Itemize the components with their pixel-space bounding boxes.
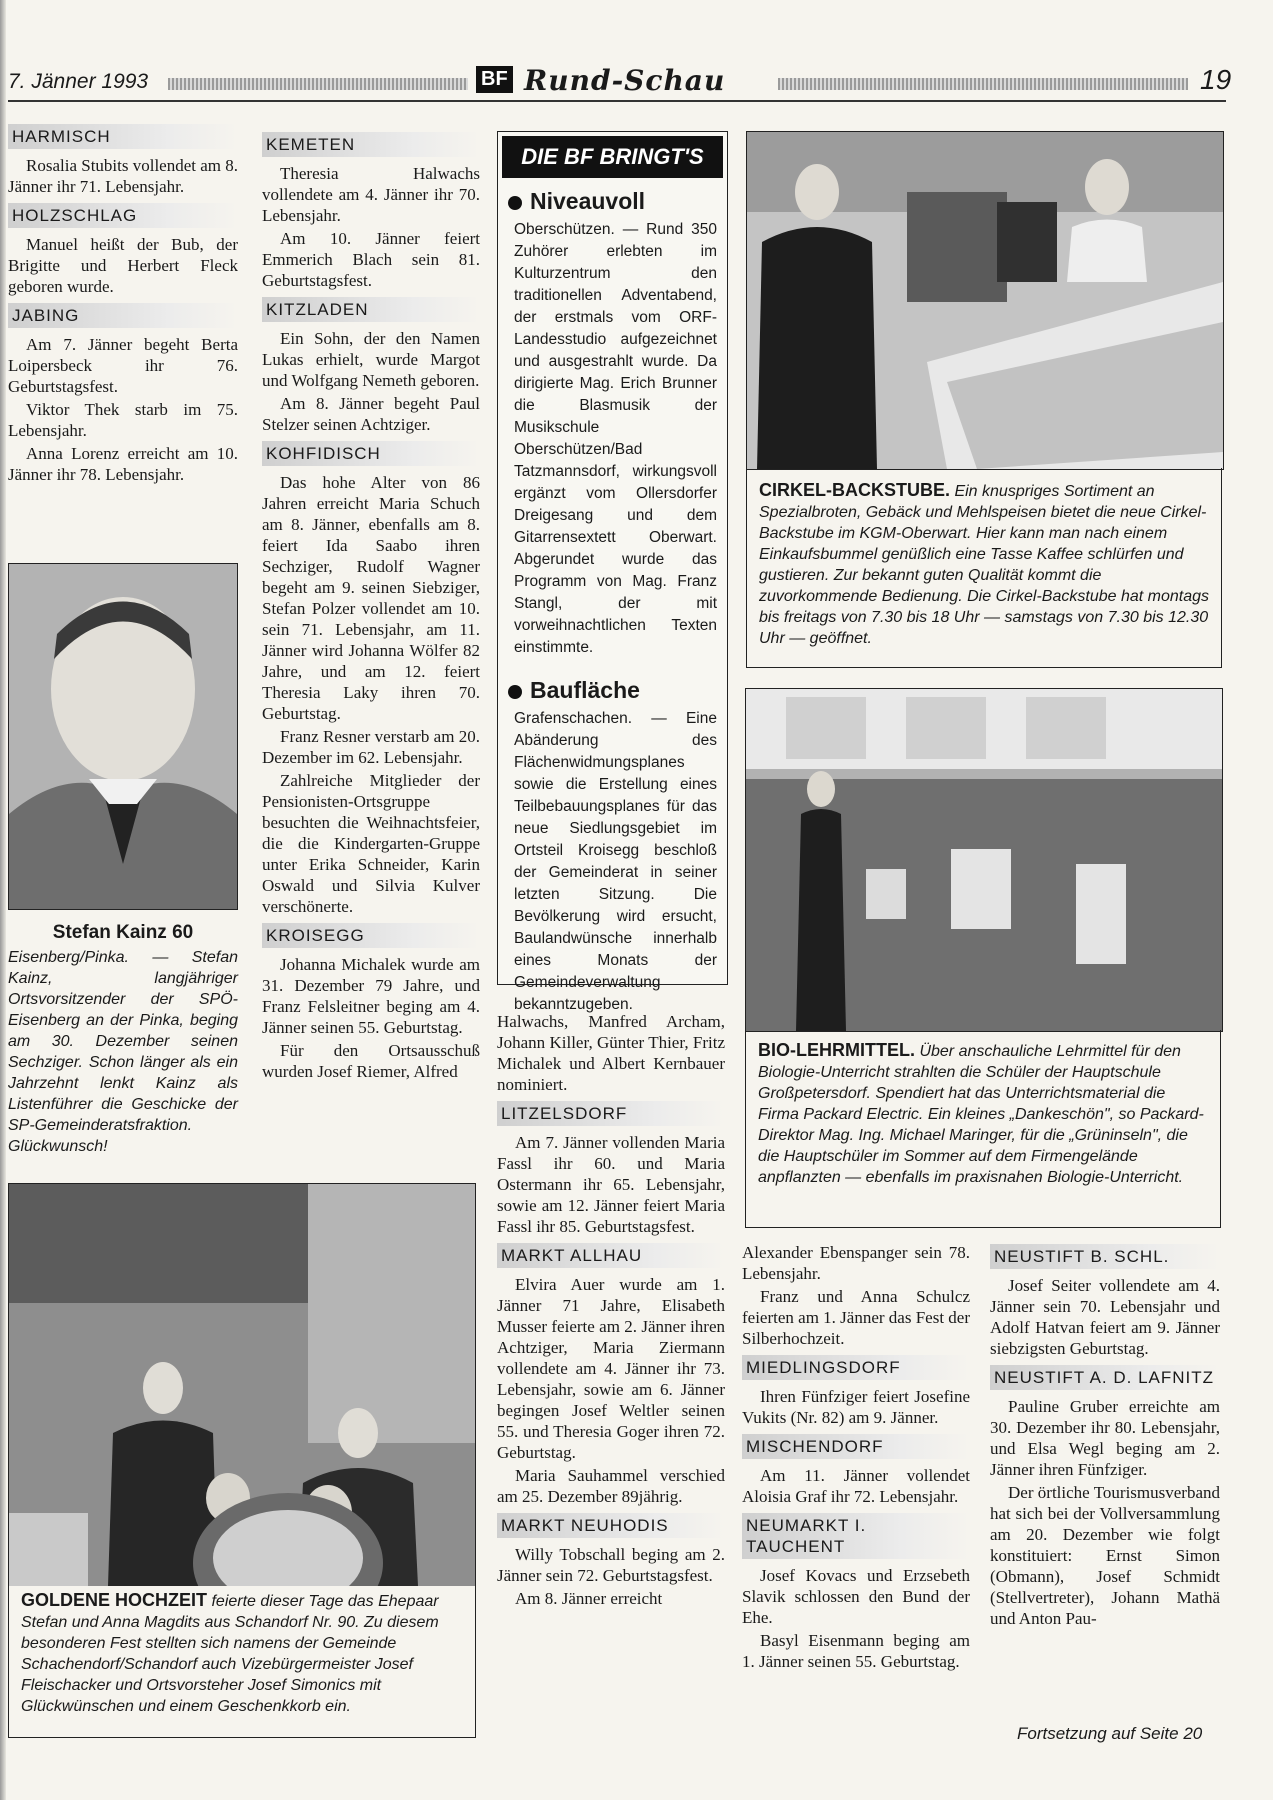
bullet-icon	[508, 196, 522, 210]
section-heading: HOLZSCHLAG	[8, 203, 238, 228]
notice-text: Zahlreiche Mitglieder der Pensionisten-Ortsgruppe besuchten die Weihnachtsfeier, die die Kindergarten-Gruppe unter Erika Schneider, Karin Oswald und Silvia Kulver verschönerte.	[262, 771, 480, 916]
notice-text: Johanna Michalek wurde am 31. Dezember 79 Jahre, und Franz Felsleitner beging am 4. Jänner seinen 55. Geburtstag.	[262, 955, 480, 1037]
header-rule-left	[168, 78, 468, 90]
notice-text: Josef Seiter vollendete am 4. Jänner sein 70. Lebensjahr und Adolf Hatvan feiert am 9. Jänner siebzigsten Geburtstag.	[990, 1276, 1220, 1358]
section-heading: MARKT ALLHAU	[497, 1243, 725, 1268]
notice-text: Rosalia Stubits vollendet am 8. Jänner ihr 71. Lebensjahr.	[8, 156, 239, 196]
section-heading: MIEDLINGSDORF	[742, 1355, 970, 1380]
golden-wedding-caption-block	[21, 1590, 463, 1717]
section-heading: NEUMARKT I. TAUCHENT	[742, 1513, 970, 1559]
notice-text: Franz Resner verstarb am 20. Dezember im 62. Lebensjahr.	[262, 727, 480, 767]
bakery-caption-heading: CIRKEL-BACKSTUBE.	[759, 480, 950, 500]
golden-wedding-frame	[8, 1183, 476, 1586]
article-title: Niveauvoll	[530, 188, 646, 214]
column-2	[262, 126, 480, 1084]
bakery-caption-block	[759, 480, 1209, 649]
section-heading: NEUSTIFT A. D. LAFNITZ	[990, 1365, 1220, 1390]
notice-text: Das hohe Alter von 86 Jahren erreicht Maria Schuch am 8. Jänner, ebenfalls am 8. feiert Ida Saabo ihren Sechziger, Rudolf Wagner begeht am 9. seinen Siebziger, Stefan Polzer vollendet am 10. sein 71. Lebensjahr, am 11. Jänner wird Johanna Wölfer 82 Jahre, und am 12. feiert Theresia Laky ihren 70. Geburtstag.	[262, 473, 480, 723]
school-caption	[745, 1030, 1221, 1228]
notice-text: Josef Kovacs und Erzsebeth Slavik schlossen den Bund der Ehe.	[742, 1566, 970, 1627]
golden-wedding-caption	[8, 1586, 476, 1738]
portrait-caption-text: Eisenberg/Pinka. — Stefan Kainz, langjähriger Ortsvorsitzender der SPÖ-Eisenberg an der Pinka, beging am 30. Dezember seinen Sechziger. Schon länger als ein Jahrzehnt lenkt Kainz als Listenführer die Geschicke der SP-Gemeinderatsfraktion. Glückwunsch!	[8, 949, 238, 1155]
bullet-icon	[508, 685, 522, 699]
notice-text: Viktor Thek starb im 75. Lebensjahr.	[8, 400, 238, 440]
box-article-heading	[508, 188, 719, 215]
notice-text: Am 8. Jänner erreicht	[515, 1589, 663, 1608]
box-article-text: Grafenschachen. — Eine Abänderung des Flächenwidmungsplanes sowie die Erstellung eines Teilbebauungsplanes für das neue Siedlungsgebiet im Ortsteil Kroisegg beschloß der Gemeinderat in seiner letzten Sitzung. Die Bevölkerung wird ersucht, Baulandwünsche innerhalb eines Monats der Gemeindeverwaltung bekanntzugeben.	[514, 710, 717, 1013]
notice-text: Am 7. Jänner vollenden Maria Fassl ihr 60. und Maria Ostermann ihr 65. Lebensjahr, sowie am 12. Jänner feiert Maria Fassl ihr 85. Geburtstagsfest.	[497, 1133, 725, 1236]
column-1	[8, 118, 238, 487]
notice-text: Alexander Ebenspanger sein 78. Lebensjahr.	[742, 1243, 970, 1283]
header-rule-right	[778, 78, 1188, 90]
bf-logo: BF	[476, 66, 513, 93]
notice-text: Franz und Anna Schulcz feierten am 1. Jänner das Fest der Silberhochzeit.	[742, 1287, 970, 1348]
school-caption-block	[758, 1040, 1210, 1188]
notice-text: Manuel heißt der Bub, der Brigitte und Herbert Fleck geboren wurde.	[8, 235, 238, 296]
box-article-text: Oberschützen. — Rund 350 Zuhörer erlebten im Kulturzentrum den traditionellen Adventabend, der erstmals vom ORF-Landesstudio aufgezeichnet und ausgestrahlt wurde. Da dirigierte Mag. Erich Brunner die Blasmusik der Musikschule Oberschützen/Bad Tatzmannsdorf, wirkungsvoll ergänzt vom Ollersdorfer Dreigesang und dem Gitarrensextett Oberwart. Abgerundet wurde das Programm von Mag. Franz Stangl, der mit vorweihnachtlichen Texten einstimmte.	[514, 221, 717, 656]
notice-text: Ihren Fünfziger feiert Josefine Vukits (Nr. 82) am 9. Jänner.	[742, 1387, 970, 1427]
bakery-caption	[746, 468, 1222, 668]
notice-text: Basyl Eisenmann beging am 1. Jänner seinen 55. Geburtstag.	[742, 1631, 970, 1671]
notice-text: Ein Sohn, der den Namen Lukas erhielt, wurde Margot und Wolfgang Nemeth geboren.	[262, 329, 480, 390]
notice-text: Am 11. Jänner vollendet Aloisia Graf ihr 72. Lebensjahr.	[742, 1466, 970, 1506]
section-heading: JABING	[8, 303, 238, 328]
bakery-photo	[746, 131, 1224, 470]
school-class-photo	[745, 688, 1223, 1032]
school-caption-heading: BIO-LEHRMITTEL.	[758, 1040, 915, 1060]
page-edge-shadow	[0, 0, 6, 1800]
section-heading: KEMETEN	[262, 132, 480, 157]
page-number: 19	[1200, 64, 1232, 95]
section-heading: KROISEGG	[262, 923, 480, 948]
portrait-caption-heading: Stefan Kainz 60	[52, 922, 194, 943]
notice-text: Pauline Gruber erreichte am 30. Dezember ihr 80. Lebensjahr, und Elsa Wegl beging am 2. Jänner ihren Fünfziger.	[990, 1397, 1220, 1479]
section-heading: KOHFIDISCH	[262, 441, 480, 466]
issue-date: 7. Jänner 1993	[8, 70, 149, 93]
section-heading: HARMISCH	[8, 124, 238, 149]
article-title: Baufläche	[530, 677, 640, 703]
notice-text: Maria Sauhammel verschied am 25. Dezember 89jährig.	[497, 1466, 725, 1506]
box-article-heading	[508, 677, 719, 704]
portrait-caption	[8, 914, 238, 1157]
column-5	[990, 1238, 1220, 1631]
notice-text: Anna Lorenz erreicht am 10. Jänner ihr 78. Lebensjahr.	[8, 444, 238, 484]
continued-notice: Fortsetzung auf Seite 20	[1017, 1724, 1203, 1743]
section-heading: NEUSTIFT B. SCHL.	[990, 1244, 1220, 1269]
bakery-caption-text: Ein knuspriges Sortiment an Spezialbroten, Gebäck und Mehlspeisen bietet die neue Cirkel-Backstube im KGM-Oberwart. Hier kann man nach einem Einkaufsbummel genüßlich eine Tasse Kaffee schlürfen und gustieren. Zur bekannt guten Qualität kommt die zuvorkommende Bedienung. Die Cirkel-Backstube hat montags bis freitags von 7.30 bis 18 Uhr — samstags von 7.30 bis 12.30 Uhr — geöffnet.	[759, 483, 1210, 647]
notice-text: Theresia Halwachs vollendete am 4. Jänner ihr 70. Lebensjahr.	[262, 164, 480, 225]
portrait-photo	[8, 563, 238, 910]
section-heading: MARKT NEUHODIS	[497, 1513, 725, 1538]
golden-wedding-caption-text: feierte dieser Tage das Ehepaar Stefan und Anna Magdits aus Schandorf Nr. 90. Zu diesem besonderen Fest stellten sich namens der Gemeinde Schachendorf/Schandorf auch Vizebürgermeister Josef Fleischacker und Ortsvorsteher Josef Simonics mit Glückwünschen und einem Geschenkkorb ein.	[21, 1593, 439, 1715]
notice-text: Halwachs, Manfred Archam, Johann Killer, Günter Thier, Fritz Michalek und Albert Kernbauer nominiert.	[497, 1012, 725, 1094]
section-heading: KITZLADEN	[262, 297, 480, 322]
column-3	[497, 1011, 725, 1611]
notice-text: Am 7. Jänner begeht Berta Loipersbeck ihr 76. Geburtstagsfest.	[8, 335, 238, 396]
school-caption-text: Über anschauliche Lehrmittel für den Biologie-Unterricht strahlten die Schüler der Hauptschule Großpetersdorf. Spendiert hat das Unterrichtsmaterial die Firma Packard Electric. Ein kleines „Dankeschön", so Packard-Direktor Mag. Ing. Michael Maringer, für die „Grüninseln", die die Hauptschüler im Sommer auf dem Firmengelände anpflanzten — ebenfalls im praxisnahen Biologie-Unterricht.	[758, 1043, 1204, 1186]
masthead-title: Rund-Schau	[524, 64, 726, 97]
notice-text: Für den Ortsausschuß wurden Josef Riemer, Alfred	[262, 1041, 480, 1081]
bf-bringts-box	[497, 131, 728, 1013]
golden-wedding-caption-heading: GOLDENE HOCHZEIT	[21, 1590, 208, 1610]
notice-text: Der örtliche Tourismusverband hat sich bei der Vollversammlung am 20. Dezember wie folgt konstituiert: Ernst Simon (Obmann), Josef Schmidt (Stellvertreter), Johann Mathä und Anton Pau-	[990, 1483, 1220, 1628]
section-heading: LITZELSDORF	[497, 1101, 725, 1126]
box-title: DIE BF BRINGT'S	[502, 136, 723, 178]
notice-text: Willy Tobschall beging am 2. Jänner sein 72. Geburtstagsfest.	[497, 1545, 725, 1585]
notice-text: Elvira Auer wurde am 1. Jänner 71 Jahre, Elisabeth Musser feierte am 2. Jänner ihren Achtziger, Maria Ziermann vollendete am 4. Jänner ihr 73. Lebensjahr, sowie am 6. Jänner begingen Josef Weltler seinen 55. und Theresia Goger ihren 72. Geburtstag.	[497, 1275, 725, 1462]
page-header	[8, 64, 1232, 102]
section-heading: MISCHENDORF	[742, 1434, 970, 1459]
notice-text: Am 8. Jänner begeht Paul Stelzer seinen Achtziger.	[262, 394, 480, 434]
header-underline	[8, 100, 1226, 102]
column-4	[742, 1242, 970, 1674]
notice-text: Am 10. Jänner feiert Emmerich Blach sein 81. Geburtstagsfest.	[262, 229, 480, 290]
